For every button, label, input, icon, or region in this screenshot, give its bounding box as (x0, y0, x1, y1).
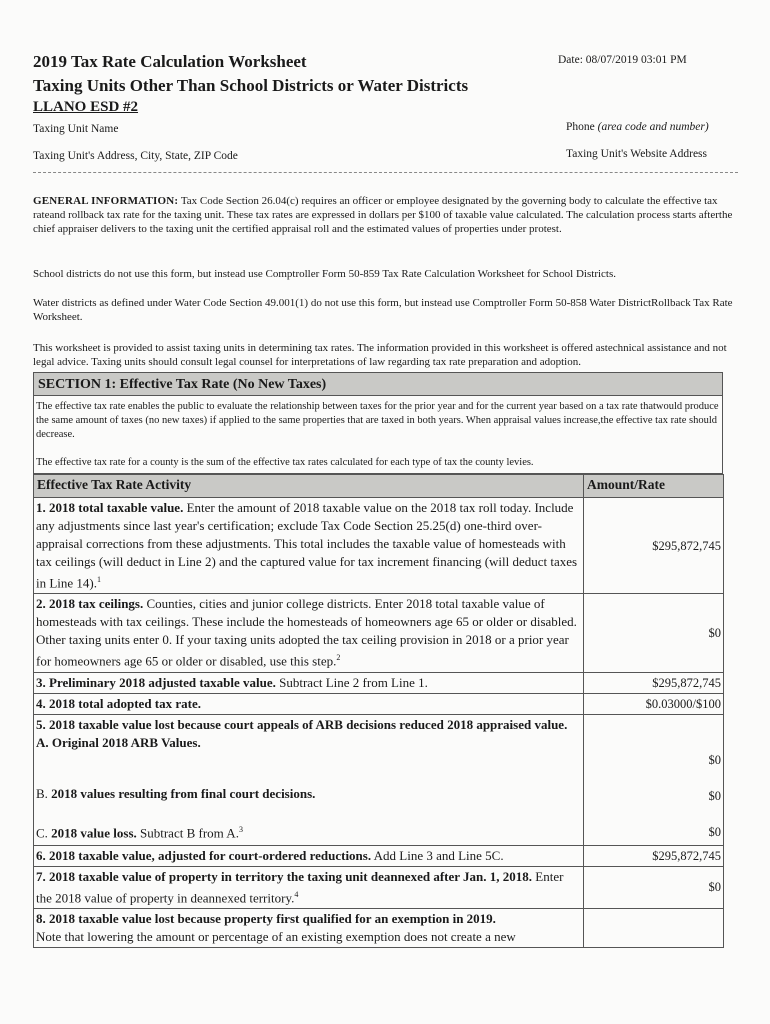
line-5a-label: A. Original 2018 ARB Values. (36, 734, 201, 750)
line-4-amount: $0.03000/$100 (584, 693, 724, 714)
line-4-title: 4. 2018 total adopted tax rate. (36, 695, 202, 711)
line-5b-prefix: B. (36, 785, 52, 801)
phone-hint: (area code and number) (597, 121, 709, 133)
table-row (34, 866, 724, 908)
line-6-description (34, 845, 584, 866)
section1-county-note: The effective tax rate for a county is the sum of the effective tax rates calculated for each type of tax the county levies. (36, 457, 534, 468)
line-6-text: Add Line 3 and Line 5C. (371, 847, 504, 863)
line-1-text: Enter the amount of 2018 taxable value on the 2018 tax roll today. Include any adjustments since last year's certification; exclude Tax Code Section 25.25(d) one-third over-appraisal corrections from these adjustments. This total includes the taxable value of homesteads with tax ceilings (will deduct in Line 2) and the captured value for tax increment financing (will deduct taxes in Line 14). (36, 500, 578, 591)
line-8-title: 8. 2018 taxable value lost because property first qualified for an exemption in 2019. (36, 910, 496, 926)
section1-intro: The effective tax rate enables the public to evaluate the relationship between taxes for the prior year and for the current year based on a tax rate thatwould produce the same amount of taxes (no new taxes) if applied to the same properties that are taxed in both years. When appraisal values increase,the effective tax rate should decrease. (36, 401, 719, 440)
table-row (34, 714, 724, 845)
section1-header: SECTION 1: Effective Tax Rate (No New Taxes) (33, 372, 723, 396)
general-information-text: Tax Code Section 26.04(c) requires an officer or employee designated by the governing body to calculate the effective tax rateand rollback tax rate for the taxing unit. These tax rates are expressed in dollars per $100 of taxable value calculated. The calculation process starts afterthe chief appraiser delivers to the taxing unit the certified appraisal roll and the estimated values of properties under protest. (33, 195, 733, 235)
line-3-amount: $295,872,745 (584, 672, 724, 693)
amount-column-header: Amount/Rate (584, 475, 724, 498)
unit-name-label: Taxing Unit Name (33, 123, 119, 135)
legal-advice-note: This worksheet is provided to assist taxing units in determining tax rates. The information provided in this worksheet is offered astechnical assistance and not legal advice. Taxing units should consult legal counsel for interpretations of law regarding tax rate preparation and adoption. (33, 342, 727, 368)
line-2-description (34, 594, 584, 672)
line-2-title: 2. 2018 tax ceilings. (36, 596, 144, 612)
line-3-text: Subtract Line 2 from Line 1. (275, 674, 428, 690)
water-district-note: Water districts as defined under Water Code Section 49.001(1) do not use this form, but instead use Comptroller Form 50-858 Water DistrictRollback Tax Rate Worksheet. (33, 297, 733, 323)
line-7-amount: $0 (584, 866, 724, 908)
phone-label-text: Phone (566, 121, 595, 133)
form-subtitle: Taxing Units Other Than School Districts or Water Districts (33, 76, 469, 95)
line-5-title: 5. 2018 taxable value lost because court appeals of ARB decisions reduced 2018 appraised value. (36, 716, 568, 732)
line-5-description (34, 714, 584, 845)
table-row (34, 594, 724, 672)
line-5b-title: 2018 values resulting from final court decisions. (51, 785, 316, 801)
date-stamp: Date: 08/07/2019 03:01 PM (558, 54, 687, 66)
taxing-unit-name: LLANO ESD #2 (33, 99, 139, 115)
footnote-3: 3 (238, 824, 243, 834)
line-8-text: Note that lowering the amount or percentage of an existing exemption does not create a new (36, 928, 516, 944)
table-row (34, 845, 724, 866)
line-7-description (34, 866, 584, 908)
footnote-4: 4 (294, 889, 299, 899)
effective-tax-rate-table (33, 474, 724, 948)
line-3-title: 3. Preliminary 2018 adjusted taxable value. (36, 674, 276, 690)
table-row (34, 672, 724, 693)
line-5c-prefix: C. (36, 824, 52, 840)
footnote-1: 1 (97, 575, 102, 584)
form-title: 2019 Tax Rate Calculation Worksheet (33, 52, 307, 71)
line-6-amount: $295,872,745 (584, 845, 724, 866)
line-8-amount (584, 908, 724, 947)
general-information-lead: GENERAL INFORMATION: (33, 195, 179, 207)
line-1-description (34, 498, 584, 594)
line-5c-title: 2018 value loss. (51, 824, 137, 840)
table-row (34, 498, 724, 594)
table-row (34, 693, 724, 714)
school-district-note: School districts do not use this form, but instead use Comptroller Form 50-859 Tax Rate Calculation Worksheet for School Districts. (33, 268, 617, 280)
website-label: Taxing Unit's Website Address (566, 148, 707, 160)
line-2-text: Counties, cities and junior college districts. Enter 2018 total taxable value of homesteads with tax ceilings. These include the homesteads of homeowners age 65 or older or disabled. Other taxing units enter 0. If your taxing units adopted the tax ceiling provision in 2018 or a prior year for homeowners age 65 or older or disabled, use this step. (36, 596, 577, 669)
line-2-amount: $0 (584, 594, 724, 672)
line-6-title: 6. 2018 taxable value, adjusted for court-ordered reductions. (36, 847, 372, 863)
line-5b-label (36, 785, 315, 803)
footnote-2: 2 (336, 653, 341, 663)
activity-column-header: Effective Tax Rate Activity (34, 475, 584, 498)
line-3-description (34, 672, 584, 693)
line-5-amounts (584, 714, 724, 845)
line-5c-amount: $0 (708, 824, 721, 839)
line-5a-amount: $0 (708, 752, 721, 767)
line-5b-amount: $0 (708, 788, 721, 803)
line-7-title: 7. 2018 taxable value of property in territory the taxing unit deannexed after Jan. 1, 2018. (36, 868, 533, 884)
line-8-description (34, 908, 584, 947)
line-7-text: Enter the 2018 value of property in deannexed territory. (36, 868, 564, 905)
table-header-row (34, 475, 724, 498)
table-row (34, 908, 724, 947)
line-5c-label (36, 821, 243, 842)
line-4-description (34, 693, 584, 714)
line-1-title: 1. 2018 total taxable value. (36, 500, 184, 515)
address-label: Taxing Unit's Address, City, State, ZIP Code (33, 150, 238, 162)
phone-label (566, 121, 709, 133)
header-divider (33, 172, 738, 173)
general-information (33, 194, 733, 236)
line-1-amount: $295,872,745 (584, 498, 724, 594)
line-5c-text: Subtract B from A. (136, 824, 239, 840)
section1-intro-box (33, 396, 723, 474)
